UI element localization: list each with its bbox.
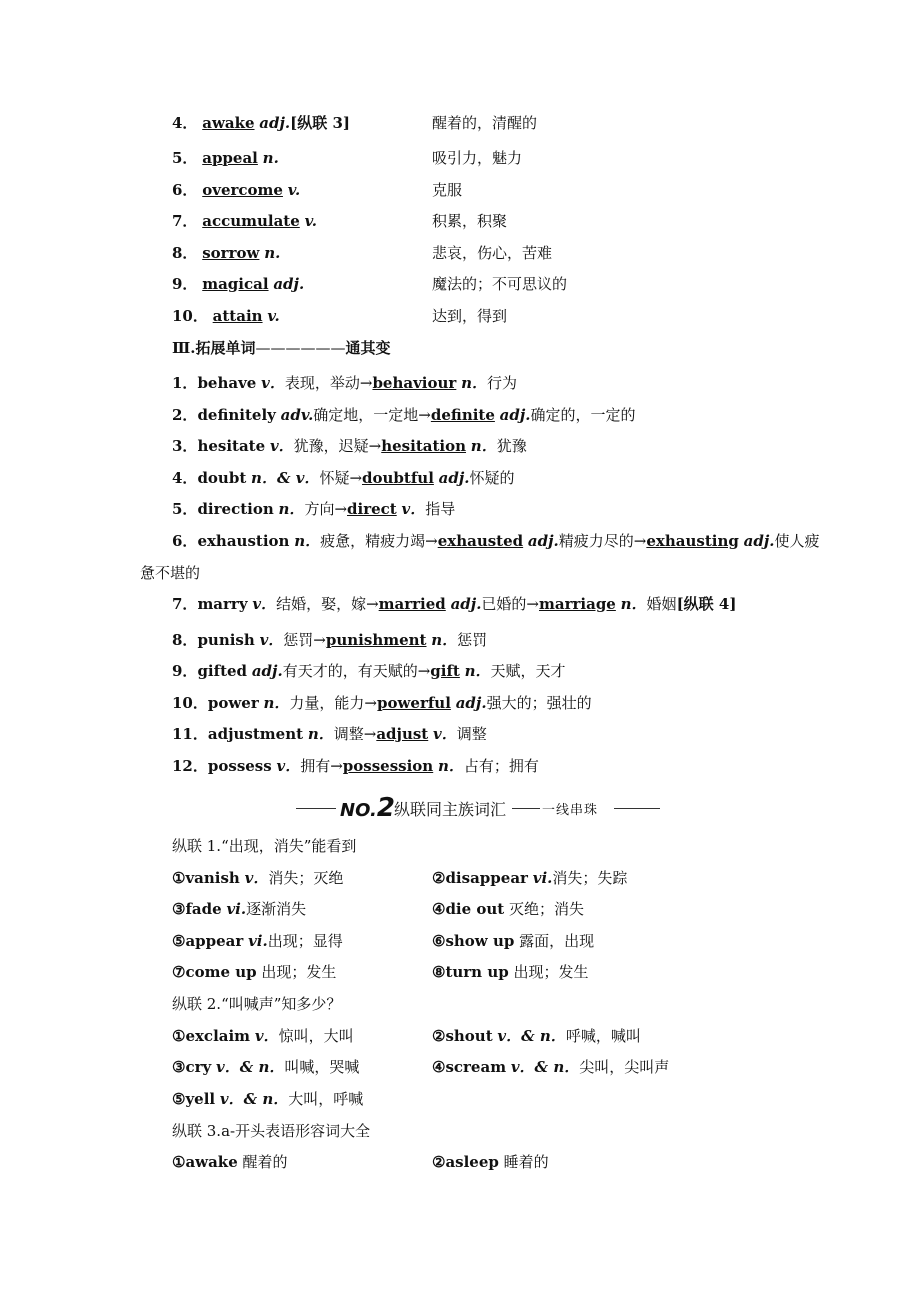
group-title: 纵联 2.“叫喊声”知多少？ (172, 995, 342, 1013)
vocab-pos: v. (304, 212, 317, 230)
expand-dpos: n． (464, 662, 491, 680)
expand-cn: 表现，举动→ (284, 374, 373, 392)
expand-base: punish (197, 631, 255, 649)
group-cn: 呼喊，喊叫 (565, 1027, 641, 1045)
group-pos: vi. (226, 900, 247, 918)
group-item (432, 962, 589, 982)
group-cn: 醒着的 (242, 1153, 288, 1171)
expand-cn: 结婚，娶，嫁→ (276, 595, 379, 613)
group-word: ④die out (432, 900, 505, 918)
expand-base: marry (197, 595, 248, 613)
expand-cn: 力量，能力→ (289, 694, 377, 712)
expand-row (172, 436, 527, 456)
group-item (432, 899, 584, 919)
group-word: ②asleep (432, 1153, 499, 1171)
expand-pos: n． (278, 500, 305, 518)
group-cn: 灭绝；消失 (509, 900, 585, 918)
expand-derived: adjust (376, 725, 429, 743)
expand-num: 10． (172, 694, 208, 712)
expand-dpos: adj. (455, 694, 487, 712)
expand-dcn: 婚姻 (646, 595, 677, 613)
expand-dcn: 精疲力尽的→ (558, 532, 647, 550)
vocab-row (172, 113, 350, 133)
expand-row (172, 373, 517, 393)
expand-dpos: v． (433, 725, 457, 743)
vocab-num: 7． (172, 212, 198, 230)
expand-cn: 疲惫，精疲力竭→ (320, 532, 438, 550)
group-item (432, 1152, 549, 1172)
expand-dpos: adj. (743, 532, 775, 550)
expand-pos: v． (252, 595, 277, 613)
expand-num: 4． (172, 469, 198, 487)
expand-cn: 方向→ (304, 500, 348, 518)
expand-dcn: 行为 (487, 374, 518, 392)
expand-base: direction (197, 500, 274, 518)
group-word: ①exclaim (172, 1027, 251, 1045)
vocab-meaning: 醒着的，清醒的 (432, 114, 538, 132)
group-cn: 出现；发生 (261, 963, 337, 981)
vocab-word: overcome (202, 181, 283, 199)
expand-pos: n． (307, 725, 334, 743)
group-cn: 出现；发生 (513, 963, 589, 981)
group-item (172, 868, 343, 888)
banner-no-label: NO. (340, 800, 377, 821)
group-item (172, 1152, 288, 1172)
vocab-word: sorrow (202, 244, 260, 262)
expand-base: exhaustion (197, 532, 290, 550)
vocab-word: attain (212, 307, 263, 325)
expand-derived: exhausted (437, 532, 524, 550)
vocab-num: 5． (172, 149, 198, 167)
group-word: ③fade (172, 900, 222, 918)
expand-pos: n． (263, 694, 290, 712)
group-pos: vi. (248, 932, 268, 950)
vocab-row (172, 274, 304, 294)
group-word: ④scream (432, 1058, 507, 1076)
expand-cn: 犹豫，迟疑→ (293, 437, 382, 455)
group-title: 纵联 3.a-开头表语形容词大全 (172, 1122, 371, 1140)
group-cn: 睡着的 (503, 1153, 549, 1171)
expand-base: adjustment (207, 725, 304, 743)
group-item (172, 1057, 359, 1077)
vocab-row (172, 148, 279, 168)
group-item (172, 931, 343, 951)
expand-num: 1． (172, 374, 198, 392)
expand-row (172, 468, 515, 488)
vocab-num: 4． (172, 114, 198, 132)
expand-dpos: n． (470, 437, 497, 455)
group-cn: 露面，出现 (519, 932, 595, 950)
expand-dcn: 惩罚 (457, 631, 488, 649)
expand-num: 3． (172, 437, 198, 455)
vocab-num: 8． (172, 244, 198, 262)
expand-tag: [纵联 4] (676, 595, 737, 613)
expand-cn: 有天才的，有天赋的→ (282, 662, 431, 680)
group-item (172, 1089, 363, 1109)
group-cn: 消失；失踪 (552, 869, 628, 887)
vocab-word: awake (202, 114, 255, 132)
vocab-num: 9． (172, 275, 198, 293)
section-banner (296, 795, 660, 821)
vocab-meaning: 达到，得到 (432, 307, 508, 325)
group-cn: 尖叫，尖叫声 (579, 1058, 670, 1076)
expand-dpos: n． (461, 374, 488, 392)
vocab-meaning: 悲哀，伤心，苦难 (432, 244, 553, 262)
expand-row (172, 661, 566, 681)
section-dash: —————— (255, 339, 346, 357)
expand-base: gifted (197, 662, 248, 680)
group-item (172, 899, 306, 919)
vocab-num: 6． (172, 181, 198, 199)
expand-row (172, 693, 592, 713)
expand-cn: 确定地，一定地→ (313, 406, 431, 424)
expand-cn: 怀疑→ (319, 469, 363, 487)
vocab-pos: v. (267, 307, 280, 325)
banner-no (340, 793, 395, 823)
group-cn: 惊叫，大叫 (278, 1027, 354, 1045)
expand-pos: v． (269, 437, 294, 455)
expand-pos: n．& v． (251, 469, 320, 487)
section-tail: 通其变 (345, 339, 391, 357)
expand-cn: 惩罚→ (283, 631, 326, 649)
expand-num: 7． (172, 595, 198, 613)
expand-row (172, 630, 487, 650)
group-item (172, 1026, 354, 1046)
expand-derived: hesitation (381, 437, 467, 455)
expand-wrap: 惫不堪的 (140, 564, 201, 582)
vocab-pos: adj. (273, 275, 305, 293)
vocab-pos: n. (264, 244, 281, 262)
group-word: ⑥show up (432, 932, 515, 950)
expand-derived: direct (347, 500, 397, 518)
expand-row (172, 594, 736, 614)
expand-num: 2． (172, 406, 198, 424)
group-pos: v．& n． (510, 1058, 580, 1076)
expand-dcn: 怀疑的 (469, 469, 515, 487)
expand-dpos: n． (431, 631, 458, 649)
expand-pos: v． (259, 631, 284, 649)
group-cn: 逐渐消失 (246, 900, 307, 918)
expand-derived: powerful (377, 694, 451, 712)
expand-pos: n． (294, 532, 321, 550)
expand-base: possess (207, 757, 272, 775)
expand-dpos: adj. (450, 595, 482, 613)
group-title: 纵联 1.“出现，消失”能看到 (172, 837, 357, 855)
section-heading (172, 338, 391, 358)
vocab-word: appeal (202, 149, 258, 167)
group-cn: 出现；显得 (267, 932, 343, 950)
expand-num: 5． (172, 500, 198, 518)
expand-dpos: n． (620, 595, 647, 613)
expand-pos: adj. (251, 662, 283, 680)
group-word: ①awake (172, 1153, 238, 1171)
group-item (432, 868, 627, 888)
expand-dcn: 确定的，一定的 (530, 406, 636, 424)
expand-derived: married (378, 595, 446, 613)
expand-cn: 调整→ (333, 725, 377, 743)
expand-base: doubt (197, 469, 247, 487)
expand-row (172, 724, 487, 744)
group-pos: v． (254, 1027, 279, 1045)
banner-no-number: 2 (376, 793, 395, 823)
expand-row (172, 405, 636, 425)
group-item (432, 1026, 641, 1046)
group-item (172, 962, 336, 982)
expand-pos: v． (261, 374, 285, 392)
expand-derived: definite (430, 406, 495, 424)
expand-derived: exhausting (646, 532, 739, 550)
banner-title: 纵联同主族词汇 (394, 800, 507, 819)
vocab-row (172, 306, 280, 326)
expand-dpos: adj. (499, 406, 531, 424)
group-item (432, 931, 594, 951)
group-pos: v．& n． (497, 1027, 566, 1045)
expand-num: 9． (172, 662, 198, 680)
banner-subtitle: 一线串珠 (542, 803, 599, 818)
expand-num: 11． (172, 725, 208, 743)
vocab-row (172, 211, 317, 231)
group-pos: v． (244, 869, 269, 887)
group-word: ⑤yell (172, 1090, 216, 1108)
expand-dcn: 已婚的→ (481, 595, 539, 613)
expand-base: definitely (197, 406, 276, 424)
vocab-pos: adj. (259, 114, 291, 132)
expand-dcn: 强大的；强壮的 (486, 694, 592, 712)
vocab-row (172, 180, 300, 200)
expand-pos: v． (276, 757, 301, 775)
section-title: Ⅲ.拓展单词 (172, 339, 256, 357)
expand-base: power (207, 694, 259, 712)
group-cn: 消失；灭绝 (268, 869, 344, 887)
banner-rule-left (296, 808, 336, 809)
expand-num: 12． (172, 757, 208, 775)
expand-pos: adv. (280, 406, 314, 424)
vocab-pos: v. (287, 181, 301, 199)
vocab-word: accumulate (202, 212, 300, 230)
expand-derived: possession (342, 757, 434, 775)
expand-derived: punishment (325, 631, 427, 649)
expand-dpos: v． (401, 500, 426, 518)
vocab-meaning: 吸引力，魅力 (432, 149, 523, 167)
expand-dcn: 犹豫 (496, 437, 527, 455)
expand-dpos: adj. (527, 532, 559, 550)
vocab-num: 10． (172, 307, 208, 325)
expand-cn: 拥有→ (300, 757, 343, 775)
expand-derived: gift (430, 662, 460, 680)
vocab-meaning: 积累，积聚 (432, 212, 508, 230)
group-item (432, 1057, 669, 1077)
expand-dpos: adj. (438, 469, 470, 487)
expand-dcn: 指导 (425, 500, 456, 518)
banner-rule-mid (512, 808, 540, 809)
group-word: ②shout (432, 1027, 493, 1045)
group-word: ①vanish (172, 869, 240, 887)
vocab-row (172, 243, 280, 263)
vocab-word: magical (202, 275, 269, 293)
expand-base: behave (197, 374, 257, 392)
expand-num: 8． (172, 631, 198, 649)
group-word: ⑧turn up (432, 963, 509, 981)
group-pos: v．& n． (219, 1090, 289, 1108)
expand-row (172, 756, 539, 776)
vocab-meaning: 魔法的；不可思议的 (432, 275, 568, 293)
expand-row (172, 531, 820, 551)
group-pos: v．& n． (215, 1058, 285, 1076)
expand-num: 6． (172, 532, 198, 550)
group-cn: 大叫，呼喊 (288, 1090, 364, 1108)
banner-rule-right (614, 808, 660, 809)
vocab-pos: n. (262, 149, 279, 167)
expand-dcn: 天赋，天才 (490, 662, 566, 680)
group-word: ②disappear (432, 869, 528, 887)
expand-derived: doubtful (362, 469, 434, 487)
group-word: ③cry (172, 1058, 212, 1076)
expand-base: hesitate (197, 437, 266, 455)
expand-row (172, 499, 455, 519)
group-pos: vi. (532, 869, 553, 887)
group-word: ⑤appear (172, 932, 244, 950)
expand-dpos: n． (438, 757, 464, 775)
expand-dcn: 占有；拥有 (463, 757, 539, 775)
group-word: ⑦come up (172, 963, 257, 981)
group-cn: 叫喊，哭喊 (284, 1058, 360, 1076)
expand-dcn: 调整 (456, 725, 487, 743)
expand-dcn: 使人疲 (774, 532, 820, 550)
vocab-extra: [纵联 3] (290, 114, 351, 132)
expand-derived: behaviour (372, 374, 457, 392)
vocab-meaning: 克服 (432, 181, 463, 199)
expand-derived: marriage (539, 595, 616, 613)
